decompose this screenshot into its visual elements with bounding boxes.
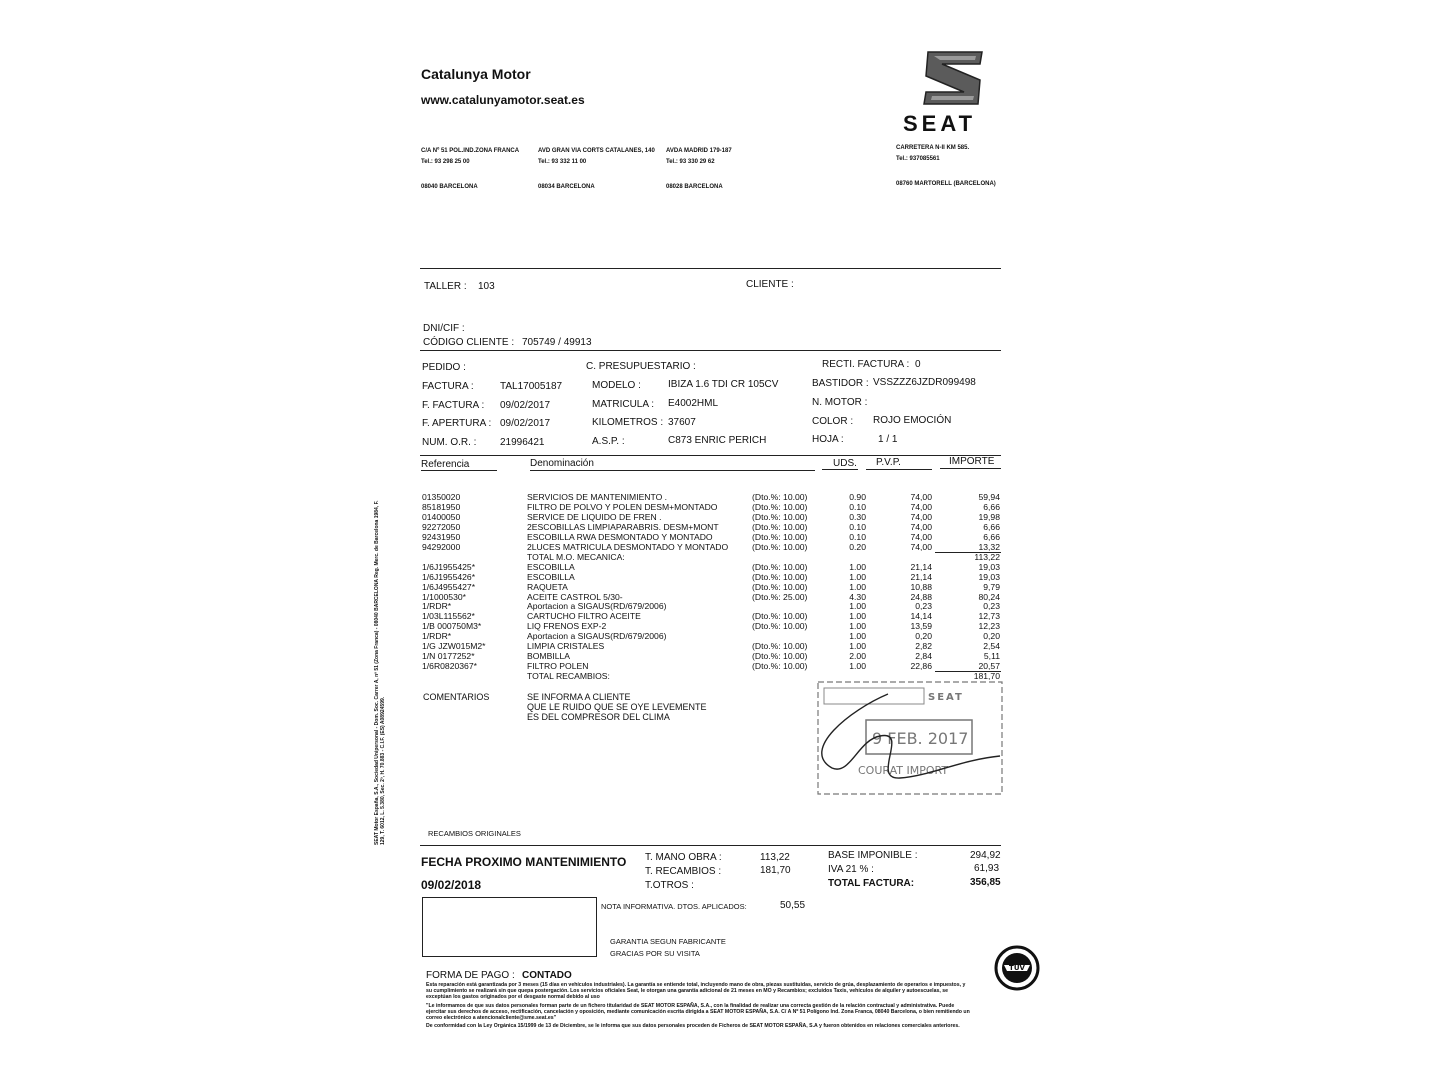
row-descuento: (Dto.%: 10.00) bbox=[752, 651, 808, 662]
address-city: 08034 BARCELONA bbox=[538, 184, 595, 190]
num-or-label: NUM. O.R. : bbox=[422, 437, 477, 448]
address-line: CARRETERA N-II KM 585. bbox=[896, 145, 970, 151]
recambios-label: T. RECAMBIOS : bbox=[645, 866, 722, 877]
table-row bbox=[422, 512, 1002, 522]
row-descuento: (Dto.%: 10.00) bbox=[752, 621, 808, 632]
row-pvp: 2,84 bbox=[915, 651, 932, 662]
row-denominacion: Aportacion a SIGAUS(RD/679/2006) bbox=[527, 631, 667, 642]
svg-text:COURAT IMPORT: COURAT IMPORT bbox=[858, 764, 949, 777]
forma-pago-label: FORMA DE PAGO : bbox=[426, 970, 515, 981]
stamp-date: 9 FEB. 2017 bbox=[872, 729, 969, 748]
table-row bbox=[422, 542, 1002, 552]
table-row bbox=[422, 592, 1002, 602]
row-referencia: 1/RDR* bbox=[422, 601, 452, 612]
iva-value: 61,93 bbox=[974, 863, 1000, 874]
comment-line: ES DEL COMPRESOR DEL CLIMA bbox=[527, 712, 670, 722]
row-uds: 1.00 bbox=[849, 631, 866, 642]
table-row bbox=[422, 552, 1002, 562]
row-uds: 1.00 bbox=[849, 611, 866, 622]
kilometros-label: KILOMETROS : bbox=[592, 417, 664, 428]
bastidor-label: BASTIDOR : bbox=[812, 378, 869, 389]
color-label: COLOR : bbox=[812, 416, 854, 427]
row-referencia: 1/G JZW015M2* bbox=[422, 641, 486, 652]
recambios-originales: RECAMBIOS ORIGINALES bbox=[428, 829, 521, 838]
comentarios-text bbox=[527, 692, 707, 722]
otros-label: T.OTROS : bbox=[645, 880, 694, 891]
hoja-label: HOJA : bbox=[812, 434, 844, 445]
mano-obra-label: T. MANO OBRA : bbox=[645, 852, 722, 863]
table-row bbox=[422, 651, 1002, 661]
svg-text:SEAT: SEAT bbox=[928, 692, 964, 703]
side-legal-line-2: 129, T. 6012, L. 5.380, Sec. 2ª, H. 70.883 - C.I.F. (ES) A08924599. bbox=[380, 696, 386, 845]
row-importe: 5,11 bbox=[983, 651, 1000, 662]
row-uds: 1.00 bbox=[849, 661, 866, 672]
row-uds: 1.00 bbox=[849, 641, 866, 652]
forma-pago-value: CONTADO bbox=[522, 970, 572, 981]
row-referencia: 92272050 bbox=[422, 521, 461, 532]
modelo-value: IBIZA 1.6 TDI CR 105CV bbox=[668, 379, 779, 390]
row-pvp: 0,23 bbox=[915, 601, 932, 612]
row-referencia: 01350020 bbox=[422, 492, 461, 502]
row-descuento: (Dto.%: 10.00) bbox=[752, 521, 808, 532]
col-underline bbox=[940, 468, 1001, 469]
address-tel: Tel.: 937085561 bbox=[896, 156, 940, 162]
row-importe: 19,03 bbox=[978, 561, 1000, 572]
n-motor-label: N. MOTOR : bbox=[812, 397, 868, 408]
table-row bbox=[422, 572, 1002, 582]
row-uds: 1.00 bbox=[849, 621, 866, 632]
row-uds: 1.00 bbox=[849, 561, 866, 572]
row-uds: 1.00 bbox=[849, 581, 866, 592]
row-importe: 6,66 bbox=[983, 531, 1000, 542]
row-importe: 20,57 bbox=[978, 661, 1000, 672]
total-underline bbox=[935, 552, 1001, 553]
row-importe: 2,54 bbox=[983, 641, 1000, 652]
cliente-label: CLIENTE : bbox=[746, 279, 794, 290]
row-referencia: 1/6J1955425* bbox=[422, 561, 476, 572]
table-row bbox=[422, 611, 1002, 621]
company-website: www.catalunyamotor.seat.es bbox=[421, 93, 585, 107]
modelo-label: MODELO : bbox=[592, 380, 641, 391]
col-underline bbox=[822, 469, 858, 470]
divider bbox=[420, 455, 1001, 456]
table-row bbox=[422, 582, 1002, 592]
row-uds: 0.10 bbox=[849, 501, 866, 512]
row-pvp: 74,00 bbox=[910, 511, 932, 522]
gracias-text: GRACIAS POR SU VISITA bbox=[610, 949, 700, 958]
col-header-uds: UDS. bbox=[833, 458, 857, 469]
dealer-stamp-with-signature bbox=[810, 680, 1005, 800]
row-referencia: 94292000 bbox=[422, 541, 461, 552]
comment-line: QUE LE RUIDO QUE SE OYE LEVEMENTE bbox=[527, 702, 707, 712]
row-denominacion: ACEITE CASTROL 5/30- bbox=[527, 591, 623, 602]
fecha-factura-label: F. FACTURA : bbox=[422, 400, 485, 411]
address-line: AVDA MADRID 179-187 bbox=[666, 148, 732, 154]
row-importe: 0,23 bbox=[983, 601, 1000, 612]
row-denominacion: TOTAL RECAMBIOS: bbox=[527, 671, 610, 682]
col-header-importe: IMPORTE bbox=[949, 456, 995, 467]
row-pvp: 14,14 bbox=[910, 611, 932, 622]
row-importe: 19,03 bbox=[978, 571, 1000, 582]
row-importe: 0,20 bbox=[983, 631, 1000, 642]
total-factura-value: 356,85 bbox=[970, 877, 1001, 888]
address-block-4 bbox=[896, 143, 996, 190]
row-descuento: (Dto.%: 10.00) bbox=[752, 641, 808, 652]
fecha-mantenimiento-value: 09/02/2018 bbox=[421, 878, 482, 892]
row-referencia: 1/N 0177252* bbox=[422, 651, 475, 662]
row-descuento: (Dto.%: 10.00) bbox=[752, 541, 808, 552]
col-underline bbox=[421, 470, 497, 471]
recambios-value: 181,70 bbox=[760, 865, 791, 876]
row-uds: 0.10 bbox=[849, 521, 866, 532]
address-tel: Tel.: 93 330 29 62 bbox=[666, 159, 715, 165]
factura-value: TAL17005187 bbox=[500, 381, 563, 392]
iva-label: IVA 21 % : bbox=[828, 864, 874, 875]
num-or-value: 21996421 bbox=[500, 437, 545, 448]
company-name: Catalunya Motor bbox=[421, 66, 531, 82]
row-importe: 6,66 bbox=[983, 501, 1000, 512]
kilometros-value: 37607 bbox=[668, 417, 696, 428]
row-referencia: 01400050 bbox=[422, 511, 461, 522]
legal-guarantee: Esta reparación está garantizada por 3 meses (15 días en vehículos industriales). La garantía se entiende total, incluyendo mano de obra, piezas sustituidas, servicio de grúa, desplazamiento de operarios e impuestos, y su cumplimiento se realizará sin que quepa postergación. Los servicios oficiales Seat, le otorgan una garantía adicional de 21 meses en MO y Recambios; excluidos Taxis, vehículos de alquiler y autoescuelas, se exceptúan los gastos originados por el desgaste normal debido al uso bbox=[426, 982, 966, 1001]
fecha-mantenimiento-label: FECHA PROXIMO MANTENIMIENTO bbox=[421, 855, 627, 869]
table-row bbox=[422, 621, 1002, 631]
col-header-referencia: Referencia bbox=[421, 459, 470, 470]
row-pvp: 0,20 bbox=[915, 631, 932, 642]
dni-label: DNI/CIF : bbox=[423, 323, 465, 334]
divider bbox=[420, 268, 1001, 269]
row-uds: 0.10 bbox=[849, 531, 866, 542]
empty-box bbox=[422, 897, 597, 957]
address-line: C/A Nº 51 POL.IND.ZONA FRANCA bbox=[421, 148, 520, 154]
side-legal-text bbox=[374, 500, 386, 845]
row-importe: 9,79 bbox=[983, 581, 1000, 592]
address-tel: Tel.: 93 332 11 00 bbox=[538, 159, 587, 165]
row-uds: 0.90 bbox=[849, 492, 866, 502]
row-descuento: (Dto.%: 10.00) bbox=[752, 561, 808, 572]
table-row bbox=[422, 562, 1002, 572]
row-referencia: 1/6J1955426* bbox=[422, 571, 476, 582]
asp-value: C873 ENRIC PERICH bbox=[668, 435, 767, 446]
comment-line: SE INFORMA A CLIENTE bbox=[527, 692, 631, 702]
row-pvp: 21,14 bbox=[910, 561, 932, 572]
row-referencia: 1/B 000750M3* bbox=[422, 621, 482, 632]
legal-privacy: "Le informamos de que sus datos personales forman parte de un fichero titularidad de SEAT MOTOR ESPAÑA, S.A., con la finalidad de realizar una correcta gestión de la relación contractual y administrativa. Puede ejercitar sus derechos de acceso, rectificación, cancelación y oposición, mediante comunicación escrita dirigida a SEAT MOTOR ESPAÑA, S.A. C/ A Nº 51 Polígono Ind. Zona Franca, 08040 Barcelona, o bien remitiendo un correo electrónico a atencionalcliente@sme.seat.es" bbox=[426, 1002, 970, 1022]
row-referencia: 1/1000530* bbox=[422, 591, 466, 602]
tuv-label: TÜV bbox=[1009, 964, 1025, 972]
row-uds: 0.30 bbox=[849, 511, 866, 522]
row-denominacion: 2ESCOBILLAS LIMPIAPARABRIS. DESM+MONT bbox=[527, 521, 719, 532]
col-header-pvp: P.V.P. bbox=[876, 457, 901, 468]
asp-label: A.S.P. : bbox=[592, 436, 625, 447]
nota-informativa-value: 50,55 bbox=[780, 900, 806, 911]
row-descuento: (Dto.%: 10.00) bbox=[752, 611, 808, 622]
side-legal-line-1: SEAT Motor España, S.A., Sociedad Unipersonal - Dom. Soc. Carrer A, nº 51 (Zona Franca) - 08040 BARCELONA Reg. Merc. de Barcelona 1984, F. bbox=[374, 500, 380, 845]
address-block-2 bbox=[538, 146, 655, 193]
hoja-value: 1 / 1 bbox=[878, 434, 898, 445]
address-line: AVD GRAN VIA CORTS CATALANES, 140 bbox=[538, 148, 655, 154]
row-uds: 0.20 bbox=[849, 541, 866, 552]
row-pvp: 74,00 bbox=[910, 541, 932, 552]
total-factura-label: TOTAL FACTURA: bbox=[828, 878, 915, 889]
table-row bbox=[422, 601, 1002, 611]
brand-wordmark: SEAT bbox=[903, 111, 977, 136]
row-pvp: 24,88 bbox=[910, 591, 932, 602]
row-pvp: 21,14 bbox=[910, 571, 932, 582]
table-row bbox=[422, 661, 1002, 671]
row-denominacion: FILTRO DE POLVO Y POLEN DESM+MONTADO bbox=[527, 501, 718, 512]
row-referencia: 1/RDR* bbox=[422, 631, 452, 642]
pedido-label: PEDIDO : bbox=[422, 362, 466, 373]
row-denominacion: Aportacion a SIGAUS(RD/679/2006) bbox=[527, 601, 667, 612]
row-uds: 2.00 bbox=[849, 651, 866, 662]
address-city: 08028 BARCELONA bbox=[666, 184, 723, 190]
address-tel: Tel.: 93 298 25 00 bbox=[421, 159, 470, 165]
tuv-certification-icon bbox=[994, 945, 1040, 991]
row-denominacion: RAQUETA bbox=[527, 581, 568, 592]
row-denominacion: ESCOBILLA RWA DESMONTADO Y MONTADO bbox=[527, 531, 713, 542]
row-importe: 12,73 bbox=[978, 611, 1000, 622]
table-row bbox=[422, 522, 1002, 532]
row-importe: 113,22 bbox=[974, 551, 1000, 562]
seat-logo-icon bbox=[920, 50, 988, 106]
col-underline bbox=[530, 470, 815, 471]
fecha-apertura-label: F. APERTURA : bbox=[422, 418, 492, 429]
bastidor-value: VSSZZZ6JZDR099498 bbox=[873, 377, 976, 388]
row-pvp: 2,82 bbox=[915, 641, 932, 652]
legal-data-origin: De conformidad con la Ley Orgánica 15/1999 de 13 de Diciembre, se le informa que sus datos personales proceden de Ficheros de SEAT MOTOR ESPAÑA, S.A y fueron obtenidos en relaciones comerciales anteriores. bbox=[426, 1023, 960, 1030]
factura-label: FACTURA : bbox=[422, 381, 474, 392]
address-block-1 bbox=[421, 146, 519, 193]
legal-text bbox=[426, 982, 972, 1031]
row-uds: 4.30 bbox=[849, 591, 866, 602]
row-pvp: 13,59 bbox=[910, 621, 932, 632]
row-importe: 12,23 bbox=[978, 621, 1000, 632]
row-pvp: 74,00 bbox=[910, 531, 932, 542]
row-denominacion: SERVICIOS DE MANTENIMIENTO . bbox=[527, 492, 668, 502]
row-denominacion: TOTAL M.O. MECANICA: bbox=[527, 551, 625, 562]
row-denominacion: SERVICE DE LIQUIDO DE FREN . bbox=[527, 511, 662, 522]
codigo-cliente-value: 705749 / 49913 bbox=[522, 337, 592, 348]
fecha-apertura-value: 09/02/2017 bbox=[500, 418, 551, 429]
table-row bbox=[422, 492, 1002, 502]
base-imponible-label: BASE IMPONIBLE : bbox=[828, 850, 918, 861]
recti-factura-label: RECTI. FACTURA : bbox=[822, 359, 910, 370]
mano-obra-value: 113,22 bbox=[760, 852, 790, 863]
row-pvp: 74,00 bbox=[910, 492, 932, 502]
row-importe: 6,66 bbox=[983, 521, 1000, 532]
divider bbox=[420, 845, 1001, 846]
divider bbox=[420, 350, 1001, 351]
row-denominacion: ESCOBILLA bbox=[527, 561, 575, 572]
address-city: 08040 BARCELONA bbox=[421, 184, 478, 190]
row-referencia: 1/6R0820367* bbox=[422, 661, 477, 672]
matricula-label: MATRICULA : bbox=[592, 399, 655, 410]
row-importe: 19,98 bbox=[978, 511, 1000, 522]
row-importe: 59,94 bbox=[978, 492, 1000, 502]
row-pvp: 74,00 bbox=[910, 521, 932, 532]
address-city: 08760 MARTORELL (BARCELONA) bbox=[896, 181, 996, 187]
total-underline bbox=[935, 671, 1001, 672]
col-header-denominacion: Denominación bbox=[530, 458, 594, 469]
matricula-value: E4002HML bbox=[668, 398, 719, 409]
recti-factura-value: 0 bbox=[915, 359, 921, 370]
row-denominacion: ESCOBILLA bbox=[527, 571, 575, 582]
color-value: ROJO EMOCIÓN bbox=[873, 415, 952, 426]
row-pvp: 22,86 bbox=[910, 661, 932, 672]
row-descuento: (Dto.%: 10.00) bbox=[752, 571, 808, 582]
row-descuento: (Dto.%: 10.00) bbox=[752, 531, 808, 542]
table-row bbox=[422, 502, 1002, 512]
col-underline bbox=[866, 469, 932, 470]
row-denominacion: 2LUCES MATRICULA DESMONTADO Y MONTADO bbox=[527, 541, 729, 552]
table-row bbox=[422, 631, 1002, 641]
row-pvp: 74,00 bbox=[910, 501, 932, 512]
presupuestario-label: C. PRESUPUESTARIO : bbox=[586, 361, 696, 372]
row-denominacion: FILTRO POLEN bbox=[527, 661, 589, 672]
table-row bbox=[422, 641, 1002, 651]
row-pvp: 10,88 bbox=[910, 581, 932, 592]
garantia-text: GARANTIA SEGUN FABRICANTE bbox=[610, 937, 726, 946]
row-descuento: (Dto.%: 10.00) bbox=[752, 511, 808, 522]
row-referencia: 1/6J4955427* bbox=[422, 581, 476, 592]
row-descuento: (Dto.%: 25.00) bbox=[752, 591, 808, 602]
row-importe: 13,32 bbox=[978, 541, 1000, 552]
base-imponible-value: 294,92 bbox=[970, 850, 1001, 861]
row-descuento: (Dto.%: 10.00) bbox=[752, 661, 808, 672]
row-importe: 80,24 bbox=[978, 591, 1000, 602]
row-referencia: 85181950 bbox=[422, 501, 461, 512]
taller-value: 103 bbox=[478, 281, 495, 292]
row-denominacion: LIQ FRENOS EXP-2 bbox=[527, 621, 607, 632]
taller-label: TALLER : bbox=[424, 281, 467, 292]
row-importe: 181,70 bbox=[973, 671, 1000, 682]
row-denominacion: CARTUCHO FILTRO ACEITE bbox=[527, 611, 641, 622]
table-row bbox=[422, 532, 1002, 542]
nota-informativa-label: NOTA INFORMATIVA. DTOS. APLICADOS: bbox=[601, 902, 747, 911]
row-referencia: 92431950 bbox=[422, 531, 461, 542]
row-denominacion: BOMBILLA bbox=[527, 651, 570, 662]
row-descuento: (Dto.%: 10.00) bbox=[752, 581, 808, 592]
row-uds: 1.00 bbox=[849, 571, 866, 582]
address-block-3 bbox=[666, 146, 732, 193]
comentarios-label: COMENTARIOS bbox=[423, 692, 490, 702]
row-referencia: 1/03L115562* bbox=[422, 611, 475, 622]
row-uds: 1.00 bbox=[849, 601, 866, 612]
row-descuento: (Dto.%: 10.00) bbox=[752, 501, 808, 512]
fecha-factura-value: 09/02/2017 bbox=[500, 400, 551, 411]
row-denominacion: LIMPIA CRISTALES bbox=[527, 641, 605, 652]
codigo-cliente-label: CÓDIGO CLIENTE : bbox=[423, 337, 515, 348]
row-descuento: (Dto.%: 10.00) bbox=[752, 492, 808, 502]
